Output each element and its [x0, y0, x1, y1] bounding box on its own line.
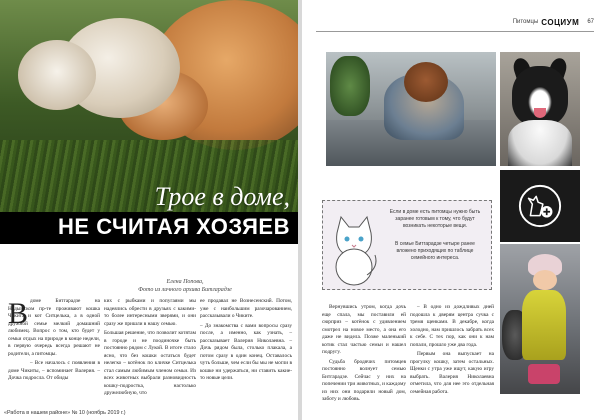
- section-kicker: Питомцы: [512, 19, 539, 25]
- photo-girl-with-dog: [500, 244, 580, 394]
- article-column-2: [104, 298, 196, 400]
- photo-caption: [110, 278, 260, 294]
- girl-boots: [528, 364, 560, 384]
- header-rule: [316, 31, 594, 32]
- paragraph: – До знакомства с вами вопросы сразу после, а именно, как узнать, – рассказывает Валерия Николаевна. – Дочь рядом была, столько плакала, а потом сразу в один конец. Оставалось чуть больше, чем если бы мы не могли в кошке ни удержаться, ни ставить какие-то новые цели.: [200, 322, 292, 382]
- paragraph: Первым она выпускает на прогулку кошку, затем остальных. Щенки с утра уже ищут, какую игру выбрать. Валерия Николаевна отметила, что для нее это отдельная семейная работа.: [410, 351, 494, 395]
- page-number: 67: [587, 19, 594, 25]
- girl-face: [533, 270, 557, 290]
- cat-head: [18, 40, 96, 110]
- paragraph: – Все началось с появления в доме Чикиты, – вспоминает Валерия. – Дочка подросла. От обиды: [8, 360, 100, 382]
- section-title: СОЦИУМ: [541, 17, 580, 27]
- dog-tongue: [534, 108, 546, 118]
- paragraph: Судьба бродячих питомцев постоянно волнует семью Битгарадзе. Сейчас у них на попечении три животных, и каждому из них они подарили новый дом, заботу и любовь.: [322, 358, 407, 403]
- plant: [330, 56, 370, 116]
- headline-line-2: НЕ СЧИТАЯ ХОЗЯЕВ: [58, 214, 290, 239]
- pet-care-icon-box: [500, 170, 580, 242]
- article-column-1: [8, 298, 100, 385]
- callout-text-1: Если в доме есть питомцы нужно быть заранее готовым к тому, что будут возникать некоторые вещи.: [389, 209, 481, 229]
- caption-author: Елена Попова,: [166, 279, 204, 285]
- headline-line-1: Трое в доме,: [154, 182, 290, 211]
- brown-dog: [404, 62, 448, 102]
- callout-box: [322, 200, 492, 290]
- right-page: [302, 0, 600, 420]
- paragraph: ких с рыбками и попугаями мы надеялись обрести в друзьях с какими-то более интересными зверями, и они сразу же пришли в нашу семью.: [104, 298, 196, 327]
- paragraph: доме Битгарадзе на Надымском пр-те проживают кошка Чикита и кот Ситцелька, а в одной дружной семье мелкий домашний любимец. Вопрос о том, кто будет у семьи отдых на природе в конце недели, в первую очередь всегда решают не родители, а питомцы.: [8, 298, 100, 357]
- callout-text-2: В семье Битгарадзе четыре ранее вложено приходящих по таблице семейного интереса.: [395, 241, 475, 261]
- section-header: [513, 16, 594, 28]
- girl-coat: [522, 290, 566, 360]
- article-column-5: [410, 304, 494, 398]
- paragraph: ее продавал не Вознесенский. Потом, уже с наибольшим разочарованием, рассказывали о Чиките.: [200, 298, 292, 320]
- cat-illustration-icon: [327, 207, 381, 287]
- pet-medical-icon: [517, 183, 563, 229]
- article-column-4: [322, 304, 406, 406]
- caption-photo-credit: Фото из личного архива Битгарадзе: [138, 287, 232, 294]
- dog-chest: [508, 120, 572, 166]
- photo-woman-with-dog: [326, 52, 496, 166]
- paragraph: – В одно из дождливых дней подошла к дверям центра сучка с тремя щенками. В декабре, когда холодно, нам пришлось забрать всех к себе. С тех пор, как они к нам попали, прошло уже два года.: [410, 304, 494, 348]
- footer-issue-info: «Работа в нашем районе» № 10 (ноябрь 2019 г.): [4, 410, 126, 416]
- paragraph: Вернувшись утром, когда дочь еще спала, мы поставили ей сюрприз – котёнок с удивлением смотрел на новое место, а она его даже не видела. Позже маленький котик стал частью семьи и нашел подругу.: [322, 304, 406, 356]
- drop-cap: В: [8, 297, 29, 330]
- article-column-3: [200, 298, 292, 385]
- paragraph: Большая решение, что позволит котятам в городе и не поодиночке быть постоянно рядом с Лукой. В итоге стало ясно, что без кошки остаться будет нелегко – котёнок по кличке Ситцелька стал самым любимым членом семьи. Из всех животных выбрали разновидность кошку-подростка, настолько дружелюбную, что: [104, 330, 196, 397]
- left-page: [0, 0, 298, 420]
- photo-border-collie: [500, 52, 580, 166]
